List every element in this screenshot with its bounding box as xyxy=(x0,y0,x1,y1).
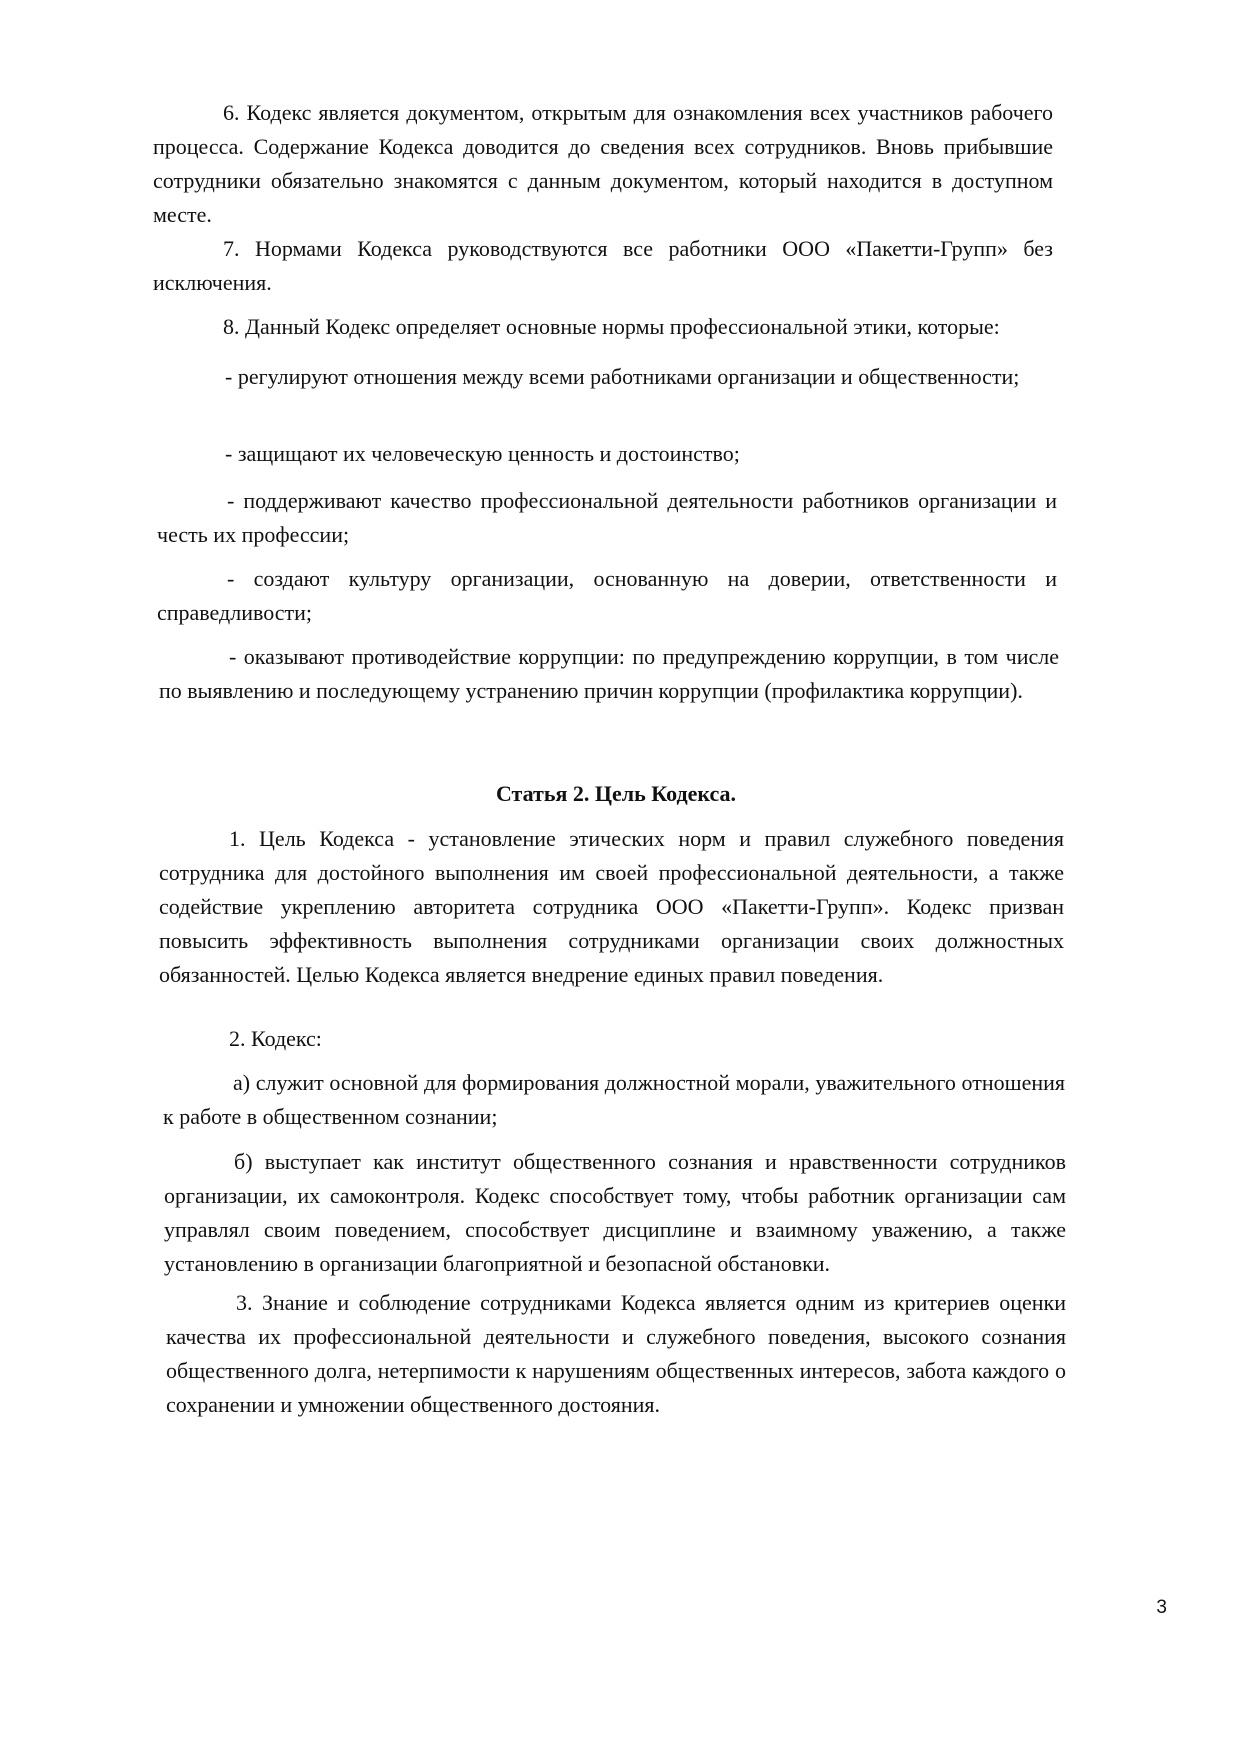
list-item-anticorruption: - оказывают противодействие коррупции: по предупреждению коррупции, в том числе по выявлению и последующему устранению причин коррупции (профилактика коррупции). xyxy=(159,644,1059,703)
paragraph-7: 7. Нормами Кодекса руководствуются все работники ООО «Пакетти-Групп» без исключения. xyxy=(153,236,1053,295)
paragraph-8: 8. Данный Кодекс определяет основные нормы профессиональной этики, которые: xyxy=(223,314,1000,339)
list-item-regulate: - регулируют отношения между всеми работниками организации и общественности; xyxy=(225,364,1020,389)
paragraph-6: 6. Кодекс является документом, открытым для ознакомления всех участников рабочего процесса. Содержание Кодекса доводится до сведения всех сотрудников. Вновь прибывшие сотрудники обязательно знакомятся с данным документом, который находится в доступном месте. xyxy=(153,100,1053,227)
article-2-paragraph-2: 2. Кодекс: xyxy=(229,1026,322,1051)
article-2-heading: Статья 2. Цель Кодекса. xyxy=(495,781,737,806)
article-2-paragraph-1: 1. Цель Кодекса - установление этических норм и правил служебного поведения сотрудника для достойного выполнения им своей профессиональной деятельности, а также содействие укреплению авторитета сотрудника ООО «Пакетти-Групп». Кодекс призван повысить эффективность выполнения сотрудниками организации своих должностных обязанностей. Целью Кодекса является внедрение единых правил поведения. xyxy=(159,826,1064,987)
article-2-paragraph-3: 3. Знание и соблюдение сотрудниками Кодекса является одним из критериев оценки качества их профессиональной деятельности и служебного поведения, высокого сознания общественного долга, нетерпимости к нарушениям общественных интересов, забота каждого о сохранении и умножении общественного достояния. xyxy=(166,1290,1066,1417)
article-2-item-a: а) служит основной для формирования должностной морали, уважительного отношения к работе в общественном сознании; xyxy=(163,1070,1065,1129)
list-item-support: - поддерживают качество профессиональной деятельности работников организации и честь их профессии; xyxy=(157,488,1057,547)
list-item-culture: - создают культуру организации, основанную на доверии, ответственности и справедливости; xyxy=(157,566,1057,625)
article-2-item-b: б) выступает как институт общественного сознания и нравственности сотрудников организации, их самоконтроля. Кодекс способствует тому, чтобы работник организации сам управлял своим поведением, способствует дисциплине и взаимному уважению, а также установлению в организации благоприятной и безопасной обстановки. xyxy=(164,1149,1066,1276)
page-number: 3 xyxy=(1156,1597,1167,1618)
list-item-protect: - защищают их человеческую ценность и достоинство; xyxy=(225,441,740,466)
